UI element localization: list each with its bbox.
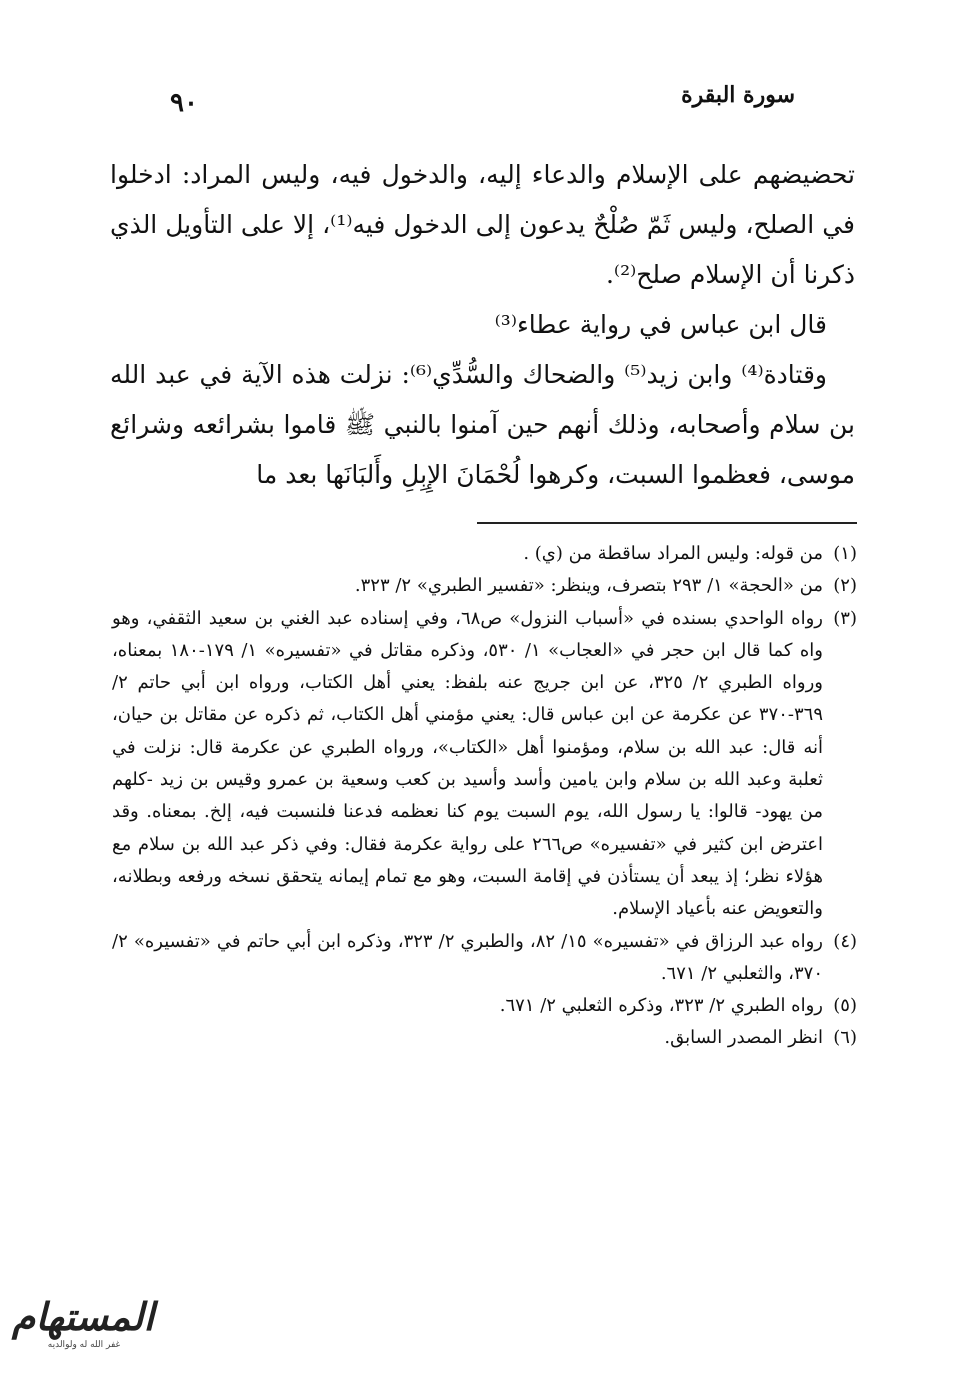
body-paragraph: وقتادة⁽⁴⁾ وابن زيد⁽⁵⁾ والضحاك والسُّدِّي⁽⁶⁾: نزلت هذه الآية في عبد الله بن سلام وأصحابه، وذلك أنهم حين آمنوا بالنبي ﷺ قاموا بشرائعه وشرائع موسى، فعظموا السبت، وكرهوا لُحْمَانَ الإِبِلِ وأَلبَانَها بعد ما xyxy=(110,360,855,489)
footnote-text: من «الحجة» ١/ ٢٩٣ بتصرف، وينظر: «تفسير الطبري» ٢/ ٣٢٣. xyxy=(354,575,823,597)
watermark-logo xyxy=(11,1294,154,1365)
footnote-text: رواه الطبري ٢/ ٣٢٣، وذكره الثعلبي ٢/ ٦٧١. xyxy=(499,995,823,1017)
main-text xyxy=(110,150,855,500)
footnote-number: (١) xyxy=(833,543,857,564)
footnote xyxy=(112,538,857,570)
footnote-text: رواه عبد الرزاق في «تفسيره» ١٥/ ٨٢، والطبري ٢/ ٣٢٣، وذكره ابن أبي حاتم في «تفسيره» ٢/ ٣٧٠، والثعلبي ٢/ ٦٧١. xyxy=(112,930,824,984)
footnote xyxy=(112,926,857,991)
footnote-number: (٣) xyxy=(833,607,857,629)
surah-title: سورة البقرة xyxy=(681,82,795,108)
footnote-number: (٦) xyxy=(833,1027,857,1049)
logo-sub-text: غفر الله له ولوالديه xyxy=(47,1340,121,1350)
footnotes xyxy=(112,538,857,1055)
body-paragraph: قال ابن عباس في رواية عطاء⁽³⁾ xyxy=(494,310,827,339)
page-number: ٩٠ xyxy=(170,88,198,118)
footnote xyxy=(112,603,857,926)
footnote-text: رواه الواحدي بسنده في «أسباب النزول» ص٦٨، وفي إسناده عبد الغني بن سعيد الثقفي، وهو واه كما قال ابن حجر في «العجاب» ١/ ٥٣٠، وذكره مقاتل في «تفسيره» ١/ ١٧٩-١٨٠ بمعناه، ورواه الطبري ٢/ ٣٢٥، عن ابن جريج عنه بلفظ: يعني أهل الكتاب، ورواه ابن أبي حاتم ٢/ ٣٦٩-٣٧٠ عن عكرمة عن ابن عباس قال: يعني مؤمني أهل الكتاب، ثم ذكره عن مقاتل بن حيان، أنه قال: عبد الله بن سلام، ومؤمنوا أهل «الكتاب»، ورواه الطبري عن عكرمة قال: نزلت في ثعلبة وعبد الله بن سلام وابن يامين وأسد وأسيد بن كعب وسعية بن عمرو وقيس بن زيد -كلهم من يهود- قالوا: يا رسول الله، يوم السبت يوم كنا نعظمه فدعنا فلنسبت فيه، إلخ. بمعناه. وقد اعترض ابن كثير في «تفسيره» ص٢٦٦ على رواية عكرمة فقال: وفي ذكر عبد الله بن سلام مع هؤلاء نظر؛ إذ يبعد أن يستأذن في إقامة السبت، وهو مع تمام إيمانه يتحقق نسخه ورفعه وبطلانه، والتعويض عنه بأعياد الإسلام. xyxy=(112,607,824,920)
logo-main-text: المستهام xyxy=(11,1294,154,1339)
footnote-number: (٥) xyxy=(833,995,857,1017)
footnote-number: (٢) xyxy=(833,575,857,597)
footnote-text: انظر المصدر السابق. xyxy=(664,1027,823,1049)
footnote-separator xyxy=(477,522,857,524)
footnote-text: من قوله: وليس المراد ساقطة من (ي) . xyxy=(523,543,823,564)
body-paragraph: تحضيضهم على الإسلام والدعاء إليه، والدخول فيه، وليس المراد: ادخلوا في الصلح، وليس ثَمّ صُلْحٌ يدعون إلى الدخول فيه⁽¹⁾، إلا على التأويل الذي ذكرنا أن الإسلام صلح⁽²⁾. xyxy=(110,160,855,289)
page-header xyxy=(170,82,795,122)
footnote xyxy=(112,1022,857,1054)
footnote xyxy=(112,570,857,602)
footnote-number: (٤) xyxy=(833,930,858,952)
footnote xyxy=(112,990,857,1022)
